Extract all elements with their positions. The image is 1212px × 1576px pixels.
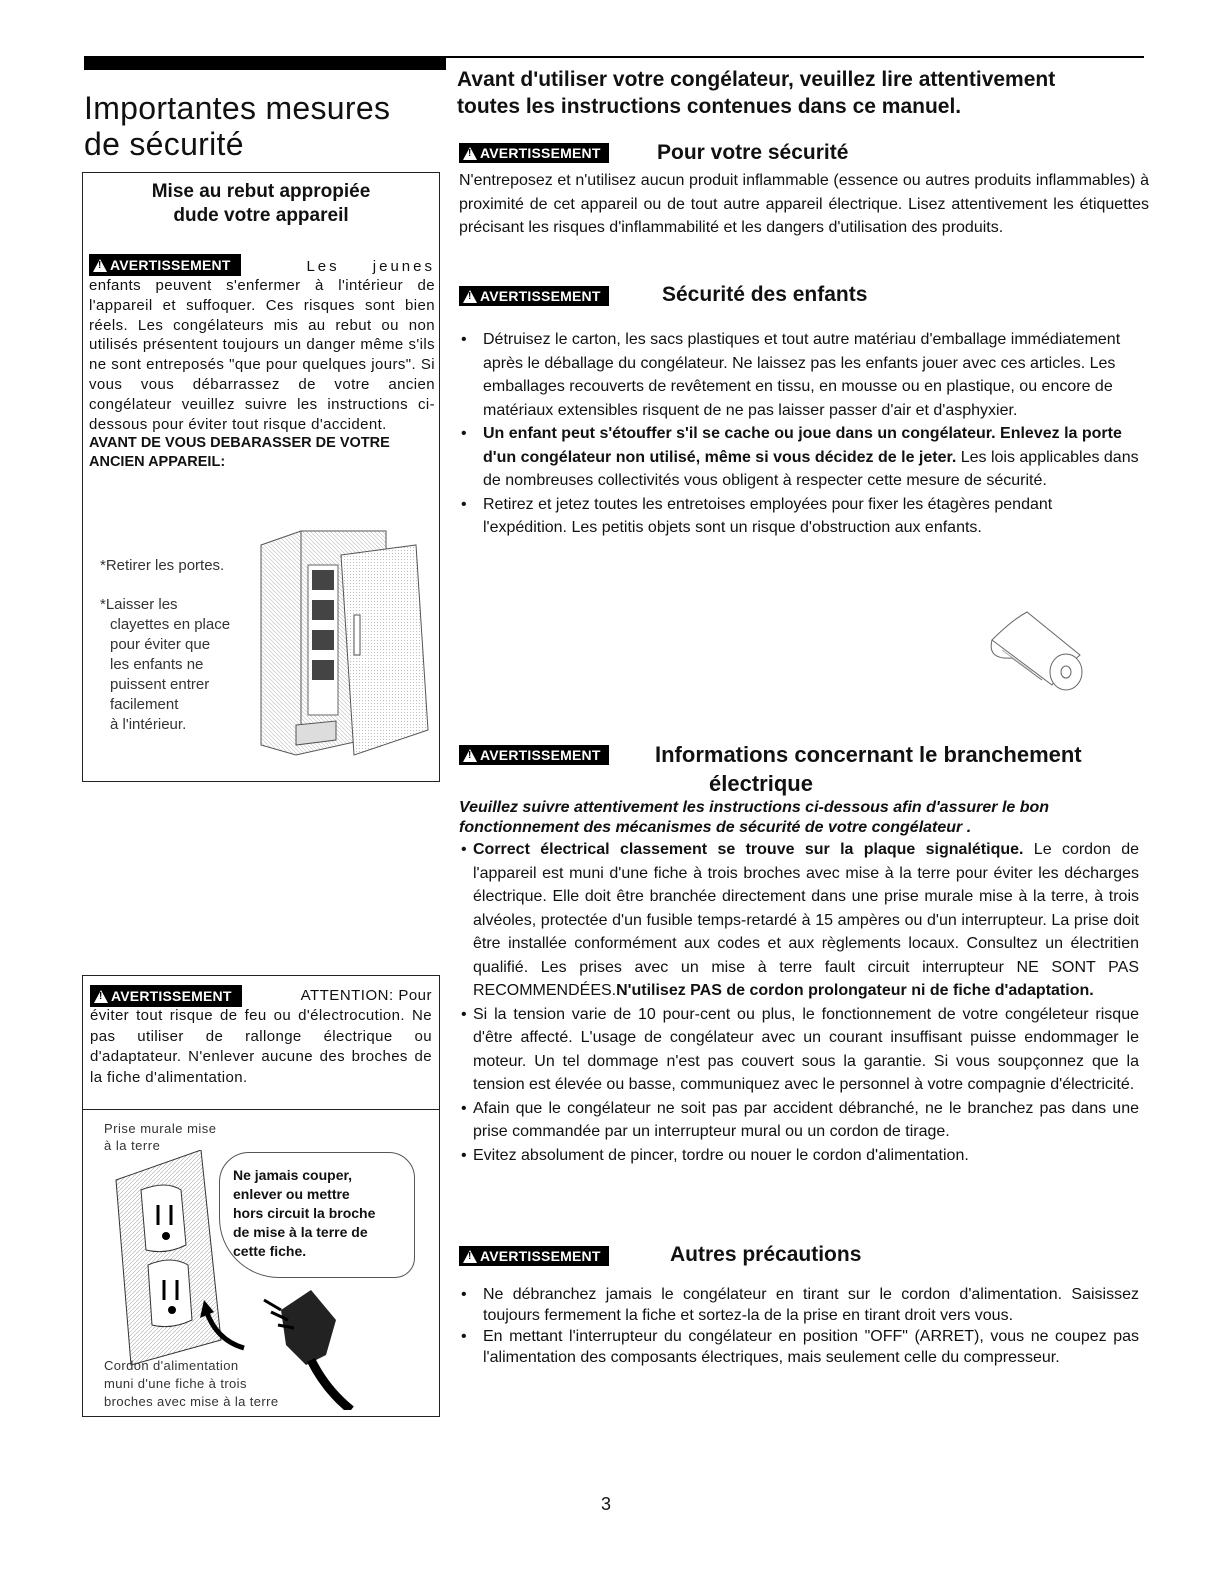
top-rule-thick (84, 56, 446, 70)
children-list (459, 328, 1139, 540)
step2-line: pour éviter que (110, 636, 211, 653)
list-item: • Ne débranchez jamais le congélateur en tirant sur le cordon d'alimentation. Saisissez toujours fermement la fiche et sortez-la de la prise en tirant droit vers vous. (459, 1284, 1139, 1326)
list-item: • En mettant l'interrupteur du congélateur en position "OFF" (ARRET), vous ne coupez pas l'alimentation des composants électriques, mais seulement celle du compresseur. (459, 1326, 1139, 1368)
warning-badge: !AVERTISSEMENT (459, 286, 609, 306)
callout-line: enlever ou mettre (233, 1186, 350, 1202)
top-rule-thin (446, 56, 1144, 58)
warning-badge: !AVERTISSEMENT (89, 254, 241, 276)
step2-line: facilement (110, 696, 179, 713)
disposal-warning-lead: Les jeunes (306, 258, 435, 275)
disposal-box-title (84, 180, 438, 228)
list-item: • Si la tension varie de 10 pour-cent ou plus, le fonctionnement de votre congéleteur risque d'être affecté. L'usage de congélateur avec un courant insuffisant puisse endommager le moteur. Un tel dommage n'est pas couvert sous la garantie. Si vous soupçonnez que la tension est élevée ou basse, communiquez avec le personnel à votre compagnie d'électricité. (459, 1003, 1139, 1097)
cord-label-line: muni d'une fiche à trois (104, 1376, 247, 1391)
page-title-line2: de sécurité (84, 126, 244, 162)
section-heading: Autres précautions (670, 1243, 862, 1266)
section-heading-line2: électrique (709, 771, 813, 796)
step2-line: les enfants ne (110, 656, 204, 673)
section-electrical (459, 740, 1149, 1167)
cord-label (104, 1357, 279, 1411)
list-item: • Retirez et jetez toutes les entretoises employées pour fixer les étagères pendant l'expédition. Les petitis objets sont un risque d'obstruction aux enfants. (459, 493, 1139, 540)
section-children (459, 282, 1149, 540)
page-title-line1: Importantes mesures (84, 90, 391, 126)
list-item: • Correct électrical classement se trouve sur la plaque signalétique. Le cordon de l'appareil est muni d'une fiche à trois broches avec mise à la terre pour éviter les décharges électrique. Elle doit être branchée directement dans une prise murale mise à la terre, à trois alvéoles, protectée d'un fusible temps-retardé à 15 ampères ou d'un interrupteur. La prise doit être installée conformément aux codes et aux règlements locaux. Consultez un électritien qualifié. Les prises avec un mise à terre fault circuit interrupteur NE SONT PAS RECOMMENDÉES.N'utilisez PAS de cordon prolongateur ni de fiche d'adaptation. (459, 838, 1139, 1003)
other-list (459, 1284, 1139, 1368)
list-item: • Détruisez le carton, les sacs plastiques et tout autre matériau d'emballage immédiatement après le déballage du congélateur. Ne laissez pas les enfants jouer avec ces articles. Les emballages recouverts de revêtement en tissu, en mousse ou en plastique, ou encore de matériaux extensibles risquent de ne pas laisser passer d'air et d'asphyxier. (459, 328, 1139, 422)
section-safety (459, 140, 1149, 240)
step2-line: à l'intérieur. (110, 716, 187, 733)
safety-text: N'entreposez et n'utilisez aucun produit inflammable (essence ou autres produits inflammables) à proximité de cet appareil ou de tout autre appareil électrique. Lisez attentivement les étiquettes précisant les risques d'inflammabilité et les dangers d'utilisation des produits. (459, 172, 1149, 236)
step2-line: puissent entrer (110, 676, 210, 693)
callout-line: hors circuit la broche (233, 1205, 376, 1221)
section-other (459, 1242, 1149, 1368)
disposal-step1: *Retirer les portes. (100, 557, 225, 574)
electrical-list (459, 838, 1139, 1167)
callout-line: de mise à la terre de (233, 1224, 368, 1240)
step2-line: clayettes en place (110, 616, 231, 633)
cord-label-line: Cordon d'alimentation (104, 1358, 239, 1373)
warning-badge: !AVERTISSEMENT (90, 985, 242, 1007)
disposal-warning (89, 252, 435, 472)
warning-badge: !AVERTISSEMENT (459, 745, 609, 765)
list-item: • Evitez absolument de pincer, tordre ou nouer le cordon d'alimentation. (459, 1144, 1139, 1168)
disposal-steps (100, 556, 260, 735)
section-heading: Informations concernant le branchement (655, 742, 1082, 767)
warning-triangle-icon (94, 990, 108, 1003)
section-heading: Pour votre sécurité (657, 141, 849, 164)
list-item: • Afain que le congélateur ne soit pas par accident débranché, ne le branchez pas dans une prise commandée par un interrupteur mural ou un cordon de tirage. (459, 1097, 1139, 1144)
disposal-warning-text: enfants peuvent s'enfermer à l'intérieur de l'appareil et suffoquer. Ces risques sont bien réels. Les congélateurs mis au rebut ou non utilisés présentent toujours un danger même s'ils ne sont entreposés "que pour quelques jours". Si vous vous débarrassez de votre ancien congélateur veuillez suivre les instructions ci-dessous pour éviter tout risque d'accident. (89, 277, 435, 433)
cord-label-line: broches avec mise à la terre (104, 1394, 279, 1409)
divider (82, 1109, 440, 1110)
page-title (84, 90, 434, 162)
intro-line2: toutes les instructions contenues dans ce manuel. (457, 95, 962, 118)
disposal-step2: *Laisser les (100, 596, 178, 613)
callout-line: cette fiche. (233, 1243, 307, 1259)
intro-heading (457, 66, 1147, 120)
disposal-caps-line: AVANT DE VOUS DEBARASSER DE VOTRE ANCIEN APPAREIL: (89, 435, 390, 471)
foam-roll-illustration (982, 610, 1092, 700)
electrical-warning-text: éviter tout risque de feu ou d'électrocution. Ne pas utiliser de rallonge électrique ou d'adaptateur. N'enlever aucune des broches de la fiche d'alimentation. (90, 1007, 432, 1086)
outlet-label-line2: à la terre (104, 1138, 161, 1153)
electrical-intro: Veuillez suivre attentivement les instructions ci-dessous afin d'assurer le bon fonctionnement des mécanismes de sécurité de votre congélateur . (459, 799, 1050, 836)
warning-triangle-icon (463, 749, 477, 762)
warning-triangle-icon (463, 1250, 477, 1263)
page-number: 3 (600, 1494, 611, 1514)
warning-triangle-icon (93, 259, 107, 272)
callout-text (233, 1166, 375, 1261)
list-item: • Un enfant peut s'étouffer s'il se cache ou joue dans un congélateur. Enlevez la porte d'un congélateur non utilisé, même si vous décidez de le jeter. Les lois applicables dans de nombreuses collectivités vous obligent à respecter cette mesure de sécurité. (459, 422, 1139, 493)
disposal-title-line1: Mise au rebut appropiée (151, 181, 371, 202)
warning-triangle-icon (463, 290, 477, 303)
warning-triangle-icon (463, 147, 477, 160)
freezer-illustration (256, 525, 436, 765)
warning-badge: !AVERTISSEMENT (459, 143, 609, 163)
electrical-warning (90, 983, 432, 1088)
warning-badge: !AVERTISSEMENT (459, 1246, 609, 1266)
disposal-title-line2: dude votre appareil (173, 205, 349, 226)
intro-line1: Avant d'utiliser votre congélateur, veuillez lire attentivement (457, 68, 1056, 91)
callout-line: Ne jamais couper, (233, 1167, 353, 1183)
disposal-step2-rest (100, 615, 260, 735)
outlet-label (104, 1120, 217, 1154)
section-heading: Sécurité des enfants (662, 283, 868, 306)
electrical-warning-lead: ATTENTION: Pour (300, 987, 432, 1004)
outlet-label-line1: Prise murale mise (104, 1121, 217, 1136)
